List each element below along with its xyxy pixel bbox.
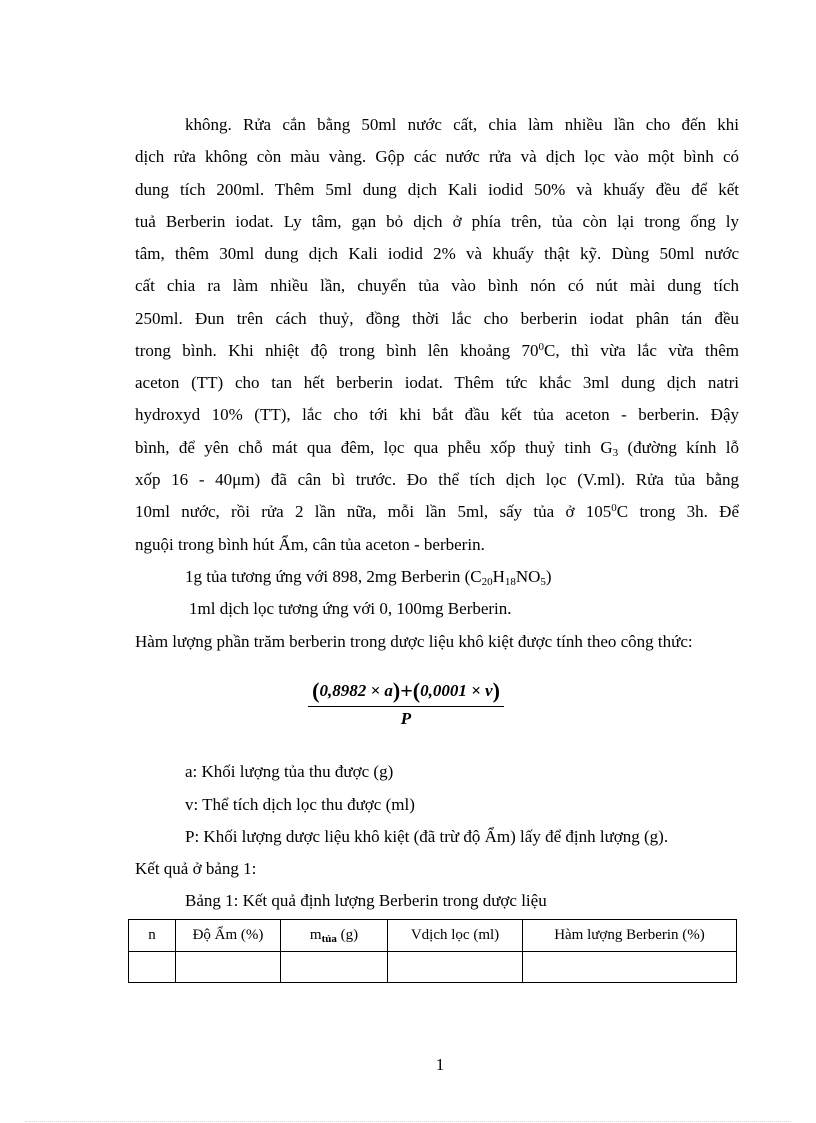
result-intro: Kết quả ở bảng 1:	[135, 859, 257, 878]
text-segment: C trong 3h. Để	[616, 502, 740, 521]
text-segment: bình, để yên chỗ mát qua đêm, lọc qua phễu xốp thuỷ tinh G	[135, 438, 613, 457]
table-caption: Bảng 1: Kết quả định lượng Berberin trong dược liệu	[185, 891, 547, 910]
text-segment: 10ml nước, rồi rửa 2 lần nữa, mỗi lần 5ml, sấy tủa ở 105	[135, 502, 612, 521]
header-do-am: Độ Ẩm (%)	[176, 920, 281, 952]
paragraph-line: tâm, thêm 30ml dung dịch Kali iodid 2% và khuấy thật kỹ. Dùng 50ml nước	[135, 244, 739, 263]
page-number: 1	[435, 1055, 445, 1074]
subscript: tủa	[321, 933, 337, 945]
paragraph-line: hydroxyd 10% (TT), lắc cho tới khi bắt đầu kết tủa aceton - berberin. Đậy	[135, 405, 739, 424]
paragraph-line-g3	[135, 438, 739, 458]
footer-divider	[25, 1121, 791, 1122]
paragraph-line-temperature	[135, 341, 739, 361]
text-segment: NO	[515, 567, 541, 586]
equivalence-line-1	[185, 567, 552, 587]
header-m-tua	[281, 920, 388, 952]
paragraph-line: tuả Berberin iodat. Ly tâm, gạn bỏ dịch ở phía trên, tủa còn lại trong ống ly	[135, 212, 739, 231]
table-row	[129, 952, 737, 983]
equivalence-line-2: 1ml dịch lọc tương ứng với 0, 100mg Berberin.	[189, 599, 512, 618]
formula-denominator: P	[400, 709, 412, 728]
text-segment: m	[309, 927, 322, 943]
table-header-row	[129, 920, 737, 952]
subscript: 20	[481, 576, 493, 588]
text-segment: (g)	[336, 927, 359, 943]
header-n: n	[129, 920, 176, 952]
table-cell	[523, 952, 737, 983]
formula	[300, 678, 512, 729]
formula-intro: Hàm lượng phần trăm berberin trong dược liệu khô kiệt được tính theo công thức:	[135, 632, 693, 651]
paren-open: (	[312, 678, 320, 703]
superscript: 0	[538, 341, 545, 353]
paragraph-line: không. Rửa cắn bằng 50ml nước cất, chia làm nhiều lần cho đến khi	[185, 115, 739, 134]
results-table	[128, 919, 737, 983]
paragraph-line: xốp 16 - 40μm) đã cân bì trước. Đo thể tích dịch lọc (V.ml). Rửa tủa bằng	[135, 470, 739, 489]
text-segment: trong bình. Khi nhiệt độ trong bình lên khoảng 70	[135, 341, 539, 360]
paragraph-line: nguội trong bình hút Ẩm, cân tủa aceton - berberin.	[135, 535, 485, 554]
paragraph-line: 250ml. Đun trên cách thuỷ, đồng thời lắc cho berberin iodat phân tán đều	[135, 309, 739, 328]
superscript: 0	[611, 502, 617, 514]
table-cell	[388, 952, 523, 983]
paragraph-line: cất chia ra làm nhiều lần, chuyển tủa vào bình nón có nút mài dung tích	[135, 276, 739, 295]
subscript: 3	[612, 447, 619, 459]
text-segment: (đường kính lỗ	[618, 438, 739, 457]
formula-numerator	[308, 678, 504, 707]
formula-term-2: 0,0001 × v	[420, 681, 493, 700]
table-cell	[176, 952, 281, 983]
definition-p: P: Khối lượng dược liệu khô kiệt (đã trừ độ Ẩm) lấy để định lượng (g).	[185, 827, 669, 846]
text-segment: H	[492, 567, 505, 586]
definition-a: a: Khối lượng tủa thu được (g)	[185, 762, 394, 781]
text-segment: )	[545, 567, 552, 586]
paren-open: (	[412, 678, 421, 703]
table-cell	[281, 952, 388, 983]
paragraph-line-drying	[135, 502, 739, 522]
subscript: 5	[540, 576, 546, 588]
plus-sign: +	[400, 678, 413, 703]
text-segment: C, thì vừa lắc vừa thêm	[544, 341, 739, 360]
table-cell	[129, 952, 176, 983]
paren-close: )	[392, 678, 401, 703]
text-segment: 1g tủa tương ứng với 898, 2mg Berberin (C	[185, 567, 482, 586]
header-v-dich-loc: Vdịch lọc (ml)	[388, 920, 523, 952]
paren-close: )	[492, 678, 500, 703]
paragraph-line: dung tích 200ml. Thêm 5ml dung dịch Kali iodid 50% và khuấy đều để kết	[135, 180, 739, 199]
definition-v: v: Thể tích dịch lọc thu được (ml)	[185, 795, 415, 814]
paragraph-line: aceton (TT) cho tan hết berberin iodat. Thêm tức khắc 3ml dung dịch natri	[135, 373, 739, 392]
formula-term-1: 0,8982 × a	[319, 681, 393, 700]
paragraph-line: dịch rửa không còn màu vàng. Gộp các nước rửa và dịch lọc vào một bình có	[135, 147, 739, 166]
subscript: 18	[504, 576, 516, 588]
header-ham-luong: Hàm lượng Berberin (%)	[523, 920, 737, 952]
